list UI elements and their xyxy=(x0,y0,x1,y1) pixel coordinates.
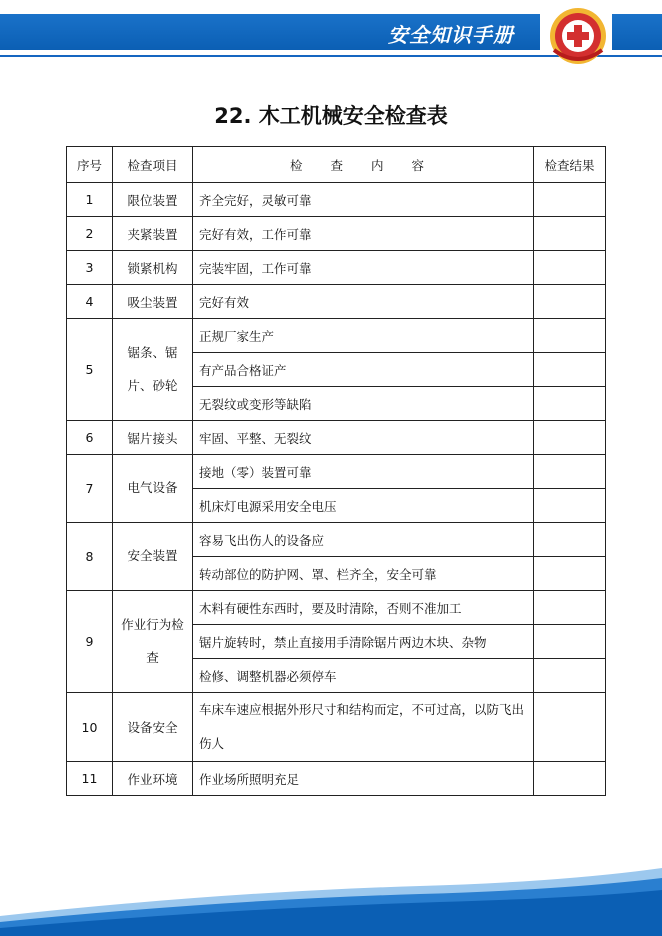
row-number: 7 xyxy=(67,455,113,523)
table-row xyxy=(67,251,606,285)
table-row xyxy=(67,762,606,796)
check-result[interactable] xyxy=(534,319,606,353)
row-number: 2 xyxy=(67,217,113,251)
header-title: 安全知识手册 xyxy=(388,23,514,47)
check-result[interactable] xyxy=(534,489,606,523)
check-item: 吸尘装置 xyxy=(113,285,193,319)
check-item: 作业行为检查 xyxy=(113,591,193,693)
check-result[interactable] xyxy=(534,455,606,489)
table-row xyxy=(67,217,606,251)
check-result[interactable] xyxy=(534,591,606,625)
header-band-right xyxy=(612,14,662,50)
table-row xyxy=(67,285,606,319)
check-content: 车床车速应根据外形尺寸和结构而定，不可过高，以防飞出伤人 xyxy=(193,693,534,762)
check-item: 限位装置 xyxy=(113,183,193,217)
check-content: 机床灯电源采用安全电压 xyxy=(193,489,534,523)
row-number: 11 xyxy=(67,762,113,796)
table-row xyxy=(67,455,606,489)
page-title: 22. 木工机械安全检查表 xyxy=(214,104,448,128)
row-number: 3 xyxy=(67,251,113,285)
check-result[interactable] xyxy=(534,693,606,762)
check-item: 电气设备 xyxy=(113,455,193,523)
check-result[interactable] xyxy=(534,557,606,591)
header-item: 检查项目 xyxy=(113,147,193,183)
check-item: 锯条、锯片、砂轮 xyxy=(113,319,193,421)
check-content: 无裂纹或变形等缺陷 xyxy=(193,387,534,421)
table-row xyxy=(67,319,606,353)
check-result[interactable] xyxy=(534,285,606,319)
table-row xyxy=(67,591,606,625)
check-content: 牢固、平整、无裂纹 xyxy=(193,421,534,455)
check-content: 转动部位的防护网、罩、栏齐全，安全可靠 xyxy=(193,557,534,591)
check-content: 木料有硬性东西时，要及时清除，否则不准加工 xyxy=(193,591,534,625)
table-body xyxy=(67,183,606,796)
check-item: 设备安全 xyxy=(113,693,193,762)
check-content: 作业场所照明充足 xyxy=(193,762,534,796)
check-item: 锯片接头 xyxy=(113,421,193,455)
check-result[interactable] xyxy=(534,421,606,455)
row-number: 1 xyxy=(67,183,113,217)
check-item: 安全装置 xyxy=(113,523,193,591)
check-result[interactable] xyxy=(534,523,606,557)
check-result[interactable] xyxy=(534,217,606,251)
header-result: 检查结果 xyxy=(534,147,606,183)
check-content: 容易飞出伤人的设备应 xyxy=(193,523,534,557)
table-row xyxy=(67,421,606,455)
check-result[interactable] xyxy=(534,625,606,659)
footer-wave xyxy=(0,862,662,936)
inspection-table xyxy=(66,146,606,796)
row-number: 8 xyxy=(67,523,113,591)
check-content: 齐全完好，灵敏可靠 xyxy=(193,183,534,217)
check-result[interactable] xyxy=(534,183,606,217)
check-content: 有产品合格证产 xyxy=(193,353,534,387)
check-content: 检修、调整机器必须停车 xyxy=(193,659,534,693)
check-item: 作业环境 xyxy=(113,762,193,796)
table-row xyxy=(67,693,606,762)
check-result[interactable] xyxy=(534,251,606,285)
check-item: 锁紧机构 xyxy=(113,251,193,285)
row-number: 6 xyxy=(67,421,113,455)
check-content: 完好有效 xyxy=(193,285,534,319)
check-content: 锯片旋转时，禁止直接用手清除锯片两边木块、杂物 xyxy=(193,625,534,659)
check-result[interactable] xyxy=(534,762,606,796)
table-row xyxy=(67,523,606,557)
safety-cross-emblem-icon xyxy=(548,6,608,66)
row-number: 5 xyxy=(67,319,113,421)
check-content: 接地（零）装置可靠 xyxy=(193,455,534,489)
check-content: 完装牢固，工作可靠 xyxy=(193,251,534,285)
check-content: 正规厂家生产 xyxy=(193,319,534,353)
header-no: 序号 xyxy=(67,147,113,183)
row-number: 4 xyxy=(67,285,113,319)
check-result[interactable] xyxy=(534,387,606,421)
table-header-row xyxy=(67,147,606,183)
header-content: 检 查 内 容 xyxy=(193,147,534,183)
check-result[interactable] xyxy=(534,353,606,387)
check-result[interactable] xyxy=(534,659,606,693)
table-row xyxy=(67,183,606,217)
row-number: 9 xyxy=(67,591,113,693)
check-item: 夹紧装置 xyxy=(113,217,193,251)
check-content: 完好有效，工作可靠 xyxy=(193,217,534,251)
row-number: 10 xyxy=(67,693,113,762)
